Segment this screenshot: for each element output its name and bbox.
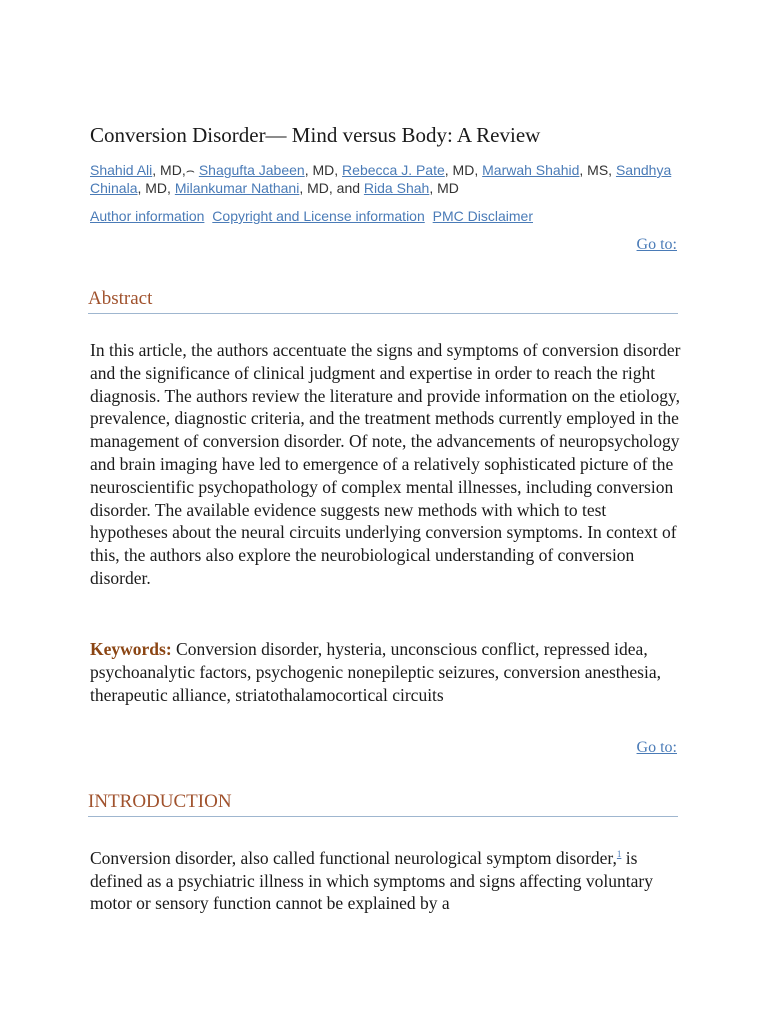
keywords-label: Keywords: (90, 639, 172, 659)
author-link[interactable]: Rebecca J. Pate (342, 162, 445, 178)
author-suffix: , MD (429, 180, 459, 196)
reference-link[interactable]: 1 (616, 849, 622, 859)
introduction-text (90, 843, 682, 915)
author-link[interactable]: Rida Shah (363, 180, 430, 196)
keywords-block (90, 638, 682, 706)
goto-link-abstract[interactable]: Go to: (636, 236, 677, 253)
author-suffix: , MD, (444, 162, 483, 178)
author-suffix: , MS, (579, 162, 616, 178)
keywords-text: Conversion disorder, hysteria, unconscious conflict, repressed idea, psychoanalytic factors, psychogenic nonepileptic seizures, conversion anesthesia, therapeutic alliance, striatothalamocortical circuits (90, 639, 661, 705)
author-information-link[interactable]: Author information (90, 208, 205, 224)
article-title: Conversion Disorder— Mind versus Body: A Review (90, 123, 541, 147)
author-suffix: , MD, (137, 180, 175, 196)
article-info-links (90, 208, 537, 224)
author-suffix: , MD, (304, 162, 343, 178)
author-link[interactable]: Marwah Shahid (482, 162, 580, 178)
intro-text-start: Conversion disorder, also called functional neurological symptom disorder, (90, 847, 617, 868)
author-list (90, 161, 680, 197)
author-link[interactable]: Sandhya Chinala (90, 162, 672, 196)
abstract-heading: Abstract (88, 288, 678, 314)
introduction-heading: INTRODUCTION (88, 791, 678, 817)
abstract-text: In this article, the authors accentuate the signs and symptoms of conversion disorder and the significance of clinical judgment and expertise in order to reach the right diagnosis. The authors review the literature and provide information on the etiology, prevalence, diagnostic criteria, and the treatment methods currently employed in the management of conversion disorder. Of note, the advancements of neuropsychology and brain imaging have led to emergence of a relatively sophisticated picture of the neuroscientific psychopathology of complex mental illnesses, including conversion disorder. The available evidence suggests new methods with which to test hypotheses about the neural circuits underlying conversion symptoms. In context of this, the authors also explore the neurobiological understanding of conversion disorder. (90, 340, 681, 588)
author-suffix: , MD, and (299, 180, 364, 196)
pmc-disclaimer-link[interactable]: PMC Disclaimer (432, 208, 533, 224)
copyright-license-link[interactable]: Copyright and License information (212, 208, 425, 224)
author-link[interactable]: Shahid Ali (90, 162, 153, 178)
intro-text-end: is defined as a psychiatric illness in which symptoms and signs affecting voluntary motor or sensory function cannot be explained by a (90, 847, 653, 914)
author-link[interactable]: Milankumar Nathani (174, 180, 300, 196)
author-link[interactable]: Shagufta Jabeen (198, 162, 305, 178)
author-suffix: , MD,⌢ (152, 162, 199, 178)
goto-link-introduction[interactable]: Go to: (636, 739, 677, 756)
